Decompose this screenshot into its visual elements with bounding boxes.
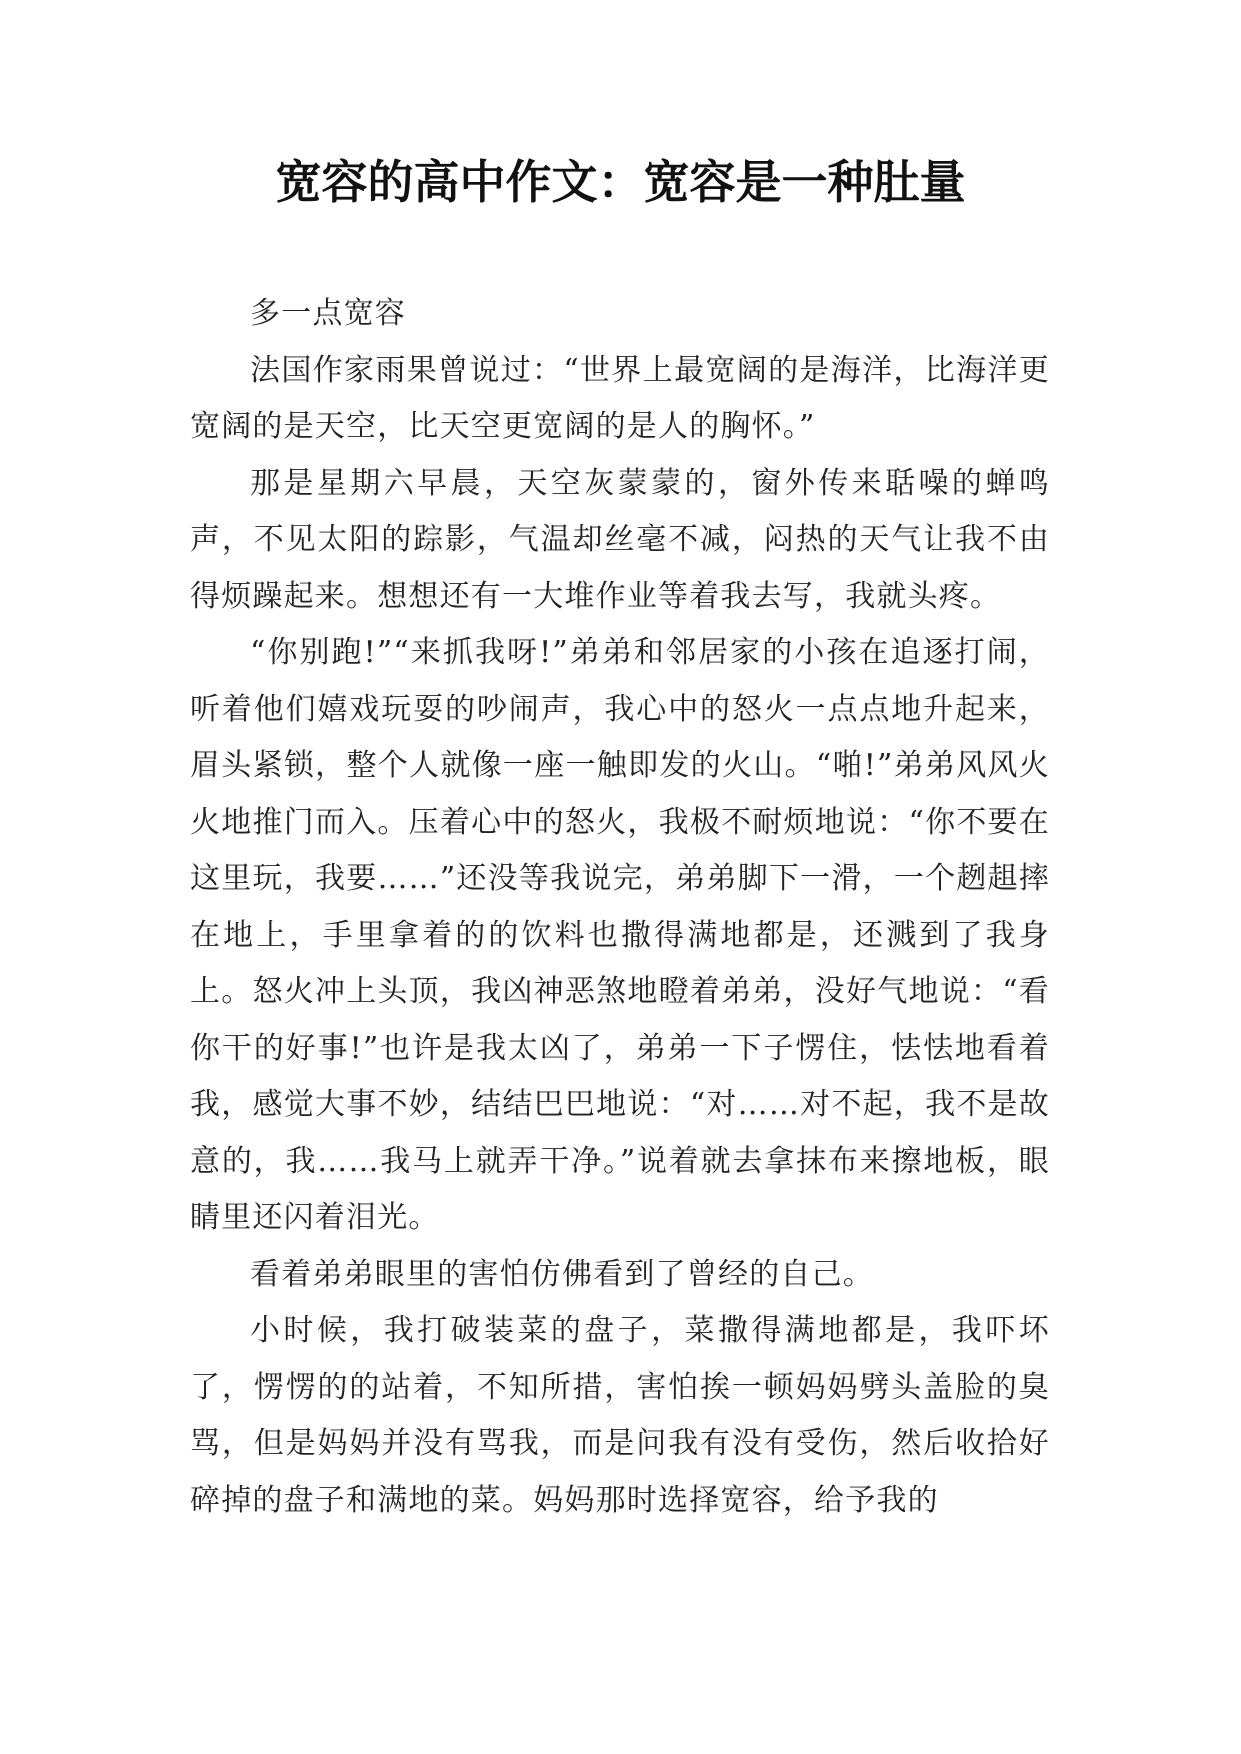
paragraph-reflection: 看着弟弟眼里的害怕仿佛看到了曾经的自己。 <box>250 1256 874 1292</box>
document-body <box>190 286 1050 1529</box>
paragraph-brother-incident: “你别跑!”“来抓我呀!”弟弟和邻居家的小孩在追逐打闹，听着他们嬉戏玩耍的吵闹声，我心中的怒火一点点地升起来，眉头紧锁，整个人就像一座一触即发的火山。“啪!”弟弟风风火火地推门而入。压着心中的怒火，我极不耐烦地说：“你不要在这里玩，我要……”还没等我说完，弟弟脚下一滑，一个趔趄摔在地上，手里拿着的的饮料也撒得满地都是，还溅到了我身上。怒火冲上头顶，我凶神恶煞地瞪着弟弟，没好气地说：“看你干的好事!”也许是我太凶了，弟弟一下子愣住，怯怯地看着我，感觉大事不妙，结结巴巴地说：“对……对不起，我不是故意的，我……我马上就弄干净。”说着就去拿抹布来擦地板，眼睛里还闪着泪光。 <box>190 635 1050 1235</box>
paragraph-quote: 法国作家雨果曾说过：“世界上最宽阔的是海洋，比海洋更宽阔的是天空，比天空更宽阔的是人的胸怀。” <box>190 352 1050 444</box>
paragraph-childhood-memory: 小时候，我打破装菜的盘子，菜撒得满地都是，我吓坏了，愣愣的的站着，不知所措，害怕挨一顿妈妈劈头盖脸的臭骂，但是妈妈并没有骂我，而是问我有没有受伤，然后收拾好碎掉的盘子和满地的菜。妈妈那时选择宽容，给予我的 <box>190 1313 1050 1518</box>
paragraph-subtitle: 多一点宽容 <box>250 296 406 331</box>
paragraph-saturday-morning: 那是星期六早晨，天空灰蒙蒙的，窗外传来聒噪的蝉鸣声，不见太阳的踪影，气温却丝毫不减，闷热的天气让我不由得烦躁起来。想想还有一大堆作业等着我去写，我就头疼。 <box>190 465 1050 614</box>
document-title: 宽容的高中作文：宽容是一种肚量 <box>275 155 966 209</box>
